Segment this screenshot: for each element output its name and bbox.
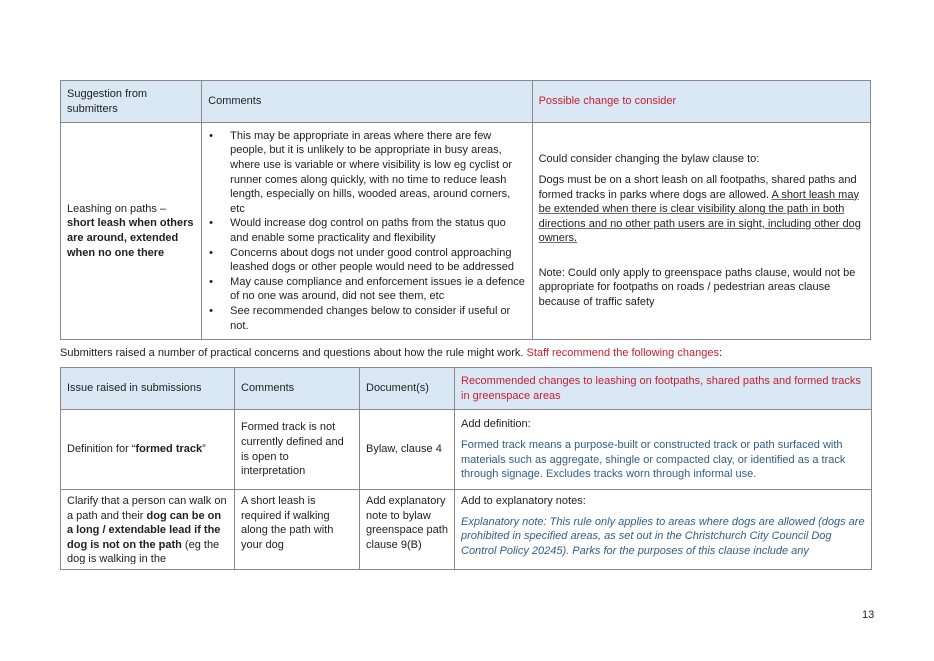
- table-row: [61, 490, 872, 570]
- intro-highlight: Staff recommend the following changes: [526, 347, 719, 359]
- header-issue: Issue raised in submissions: [61, 368, 235, 410]
- intro-paragraph: [60, 346, 880, 361]
- issue-bold-text: formed track: [135, 443, 203, 456]
- header-comments: Comments: [235, 368, 360, 410]
- recommended-change-cell: [455, 490, 872, 570]
- change-intro: Add definition:: [461, 418, 531, 431]
- comments-cell: [202, 123, 532, 340]
- change-intro: Could consider changing the bylaw clause to:: [538, 153, 760, 166]
- change-intro: Add to explanatory notes:: [461, 495, 586, 507]
- recommendations-table-header: [61, 368, 872, 410]
- issue-cell: [61, 410, 235, 490]
- table-row: [61, 123, 871, 340]
- header-comments: Comments: [202, 81, 532, 123]
- issue-bold-text: dog can be on a long / extendable lead if the dog is not on the path: [67, 509, 222, 551]
- header-suggestion: Suggestion from submitters: [61, 81, 202, 123]
- header-documents: Document(s): [360, 368, 455, 410]
- list-item: • This may be appropriate in areas where there are few people, but it is unlikely to be appropriate in busy areas, where use is variable or where visibility is low eg cyclist or runner comes along quickly, with no time to reduce leash length, especially on hills, wooded areas, around corners, etc: [230, 129, 525, 217]
- documents-cell: Bylaw, clause 4: [360, 410, 455, 490]
- header-recommended-changes: Recommended changes to leashing on footpaths, shared paths and formed tracks in greenspace areas: [455, 368, 872, 410]
- list-item: • Would increase dog control on paths from the status quo and enable some practicality and flexibility: [230, 216, 525, 245]
- suggestion-cell: [61, 123, 202, 340]
- change-clause-text: Dogs must be on a short leash on all footpaths, shared paths and formed tracks in parks where dogs are allowed.: [538, 173, 857, 201]
- comments-cell: A short leash is required if walking along the path with your dog: [235, 490, 360, 570]
- table-row: [61, 410, 872, 490]
- issue-suffix: ”: [202, 443, 206, 456]
- comments-cell: Formed track is not currently defined and is open to interpretation: [235, 410, 360, 490]
- comments-list: [208, 129, 525, 333]
- possible-change-cell: [532, 123, 870, 340]
- header-possible-change: Possible change to consider: [532, 81, 870, 123]
- suggestion-text: Leashing on paths –: [67, 202, 167, 215]
- list-item: • Concerns about dogs not under good control approaching leashed dogs or other people would need to be addressed: [230, 246, 525, 275]
- issue-cell: [61, 490, 235, 570]
- page-number: 13: [862, 609, 875, 621]
- intro-suffix: :: [718, 347, 723, 359]
- definition-text: Formed track means a purpose-built or constructed track or path surfaced with materials such as aggregate, shingle or compacted clay, or identified as a track through signage. Excludes tracks worn through informal use.: [461, 438, 846, 481]
- list-item: • May cause compliance and enforcement issues ie a defence of no one was around, did not see them, etc: [230, 275, 525, 304]
- intro-text: Submitters raised a number of practical concerns and questions about how the rule might work.: [60, 347, 527, 359]
- change-clause-underlined: A short leash may be extended when there is clear visibility along the path in both directions and no other path users are in sight, including other dog owners.: [538, 188, 861, 245]
- issue-text: Definition for “: [67, 443, 136, 456]
- suggestion-table: [60, 80, 871, 340]
- change-clause: [539, 173, 864, 246]
- explanatory-note-text: Explanatory note: This rule only applies to areas where dogs are allowed (dogs are prohibited in specified areas, as set out in the Christchurch City Council Dog Control Policy 20245). Parks for the purposes of this clause include any: [461, 515, 865, 557]
- suggestion-bold-text: short leash when others are around, extended when no one there: [67, 217, 194, 259]
- list-item: • See recommended changes below to consider if useful or not.: [230, 304, 525, 333]
- suggestion-table-header: [61, 81, 871, 123]
- change-note: Note: Could only apply to greenspace paths clause, would not be appropriate for footpaths on roads / pedestrian areas clause because of traffic safety: [538, 266, 856, 309]
- recommended-change-cell: [455, 410, 872, 490]
- documents-cell: Add explanatory note to bylaw greenspace path clause 9(B): [360, 490, 455, 570]
- recommendations-table: [60, 367, 872, 570]
- issue-text: Clarify that a person can walk on a path and their: [67, 495, 227, 522]
- issue-suffix: (eg the dog is walking in the: [67, 538, 220, 564]
